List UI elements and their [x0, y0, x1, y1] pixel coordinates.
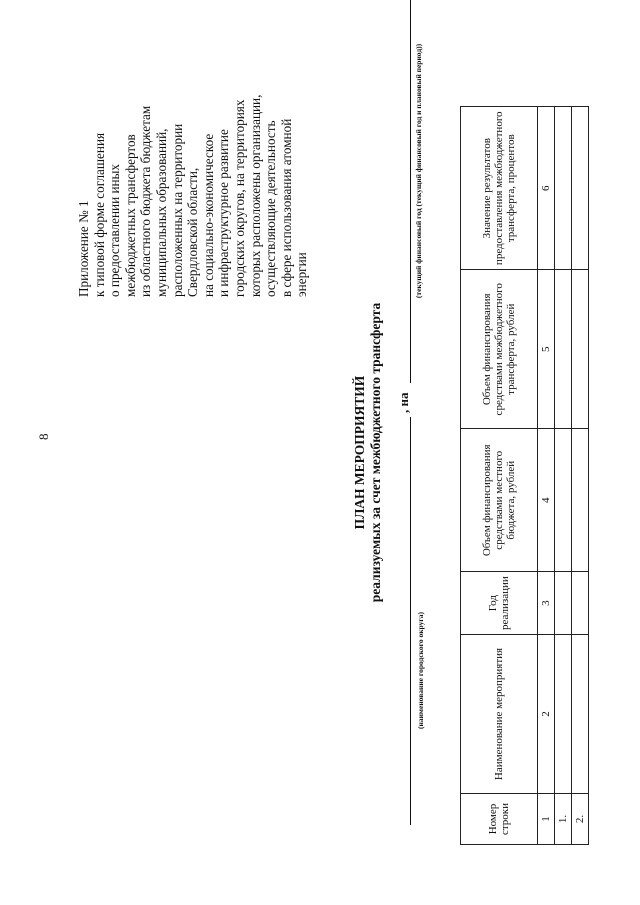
appendix-line: Свердловской области,: [185, 167, 201, 297]
appendix-line: к типовой форме соглашения: [91, 132, 107, 297]
plan-subtitle: реализуемых за счет межбюджетного трансферта: [368, 302, 383, 603]
index-cell: 1: [538, 794, 555, 845]
fiscal-year-caption: (текущий финансовый год (текущий финансовый год и плановый период)): [414, 43, 423, 299]
table-cell: [572, 429, 589, 572]
table-cell: [572, 572, 589, 635]
header-results-value: Значение результатов предоставления межбюджетного трансферта, процентов: [461, 107, 538, 270]
appendix-line: из областного бюджета бюджетам: [138, 105, 154, 297]
index-cell: 2: [538, 635, 555, 794]
na-label: , на: [396, 392, 411, 413]
table-cell: [572, 107, 589, 270]
header-measure-name: Наименование мероприятия: [461, 635, 538, 794]
appendix-line: в сфере использования атомной: [278, 118, 294, 297]
header-year: Год реализации: [461, 572, 538, 635]
index-cell: 4: [538, 429, 555, 572]
appendix-line: которых расположены организации,: [247, 94, 263, 297]
fill-in-line: [392, 5, 425, 825]
city-district-caption: (наименование городского округа): [416, 611, 425, 729]
table-row: [572, 107, 589, 845]
appendix-line: осуществляющие деятельность: [263, 120, 279, 297]
index-cell: 3: [538, 572, 555, 635]
plan-title: ПЛАН МЕРОПРИЯТИЙ: [352, 375, 367, 530]
appendix-line: расположенных на территории: [169, 123, 185, 297]
row-number-cell: 2.: [572, 794, 589, 845]
row-number-cell: 1.: [555, 794, 572, 845]
appendix-block: [76, 7, 310, 297]
appendix-line: муниципальных образований,: [153, 128, 169, 297]
appendix-line: и инфраструктурное развитие: [216, 129, 232, 297]
appendix-line: городских округов, на территориях: [231, 99, 247, 297]
appendix-line: межбюджетных трансфертов: [122, 134, 138, 297]
index-cell: 5: [538, 270, 555, 429]
appendix-line: энергии: [294, 252, 310, 297]
table-row: [555, 107, 572, 845]
table-cell: [572, 635, 589, 794]
table-cell: [555, 635, 572, 794]
table-cell: [555, 107, 572, 270]
page-number: 8: [36, 433, 51, 440]
city-district-blank: [410, 417, 411, 825]
appendix-line: на социально-экономическое: [200, 133, 216, 297]
header-local-budget: Объем финансирования средствами местного бюджета, рублей: [461, 429, 538, 572]
appendix-line: Приложение № 1: [76, 200, 91, 297]
appendix-line: о предоставлении иных: [107, 163, 123, 297]
table-index-row: [538, 107, 555, 845]
fiscal-year-blank: [410, 0, 411, 383]
plan-table: [460, 106, 589, 845]
table-cell: [555, 429, 572, 572]
index-cell: 6: [538, 107, 555, 270]
table-cell: [555, 572, 572, 635]
header-row-number: Номер строки: [461, 794, 538, 845]
table-cell: [555, 270, 572, 429]
table-cell: [572, 270, 589, 429]
header-transfer-funding: Объем финансирования средствами межбюджетного трансферта, рублей: [461, 270, 538, 429]
table-header-row: [461, 107, 538, 845]
